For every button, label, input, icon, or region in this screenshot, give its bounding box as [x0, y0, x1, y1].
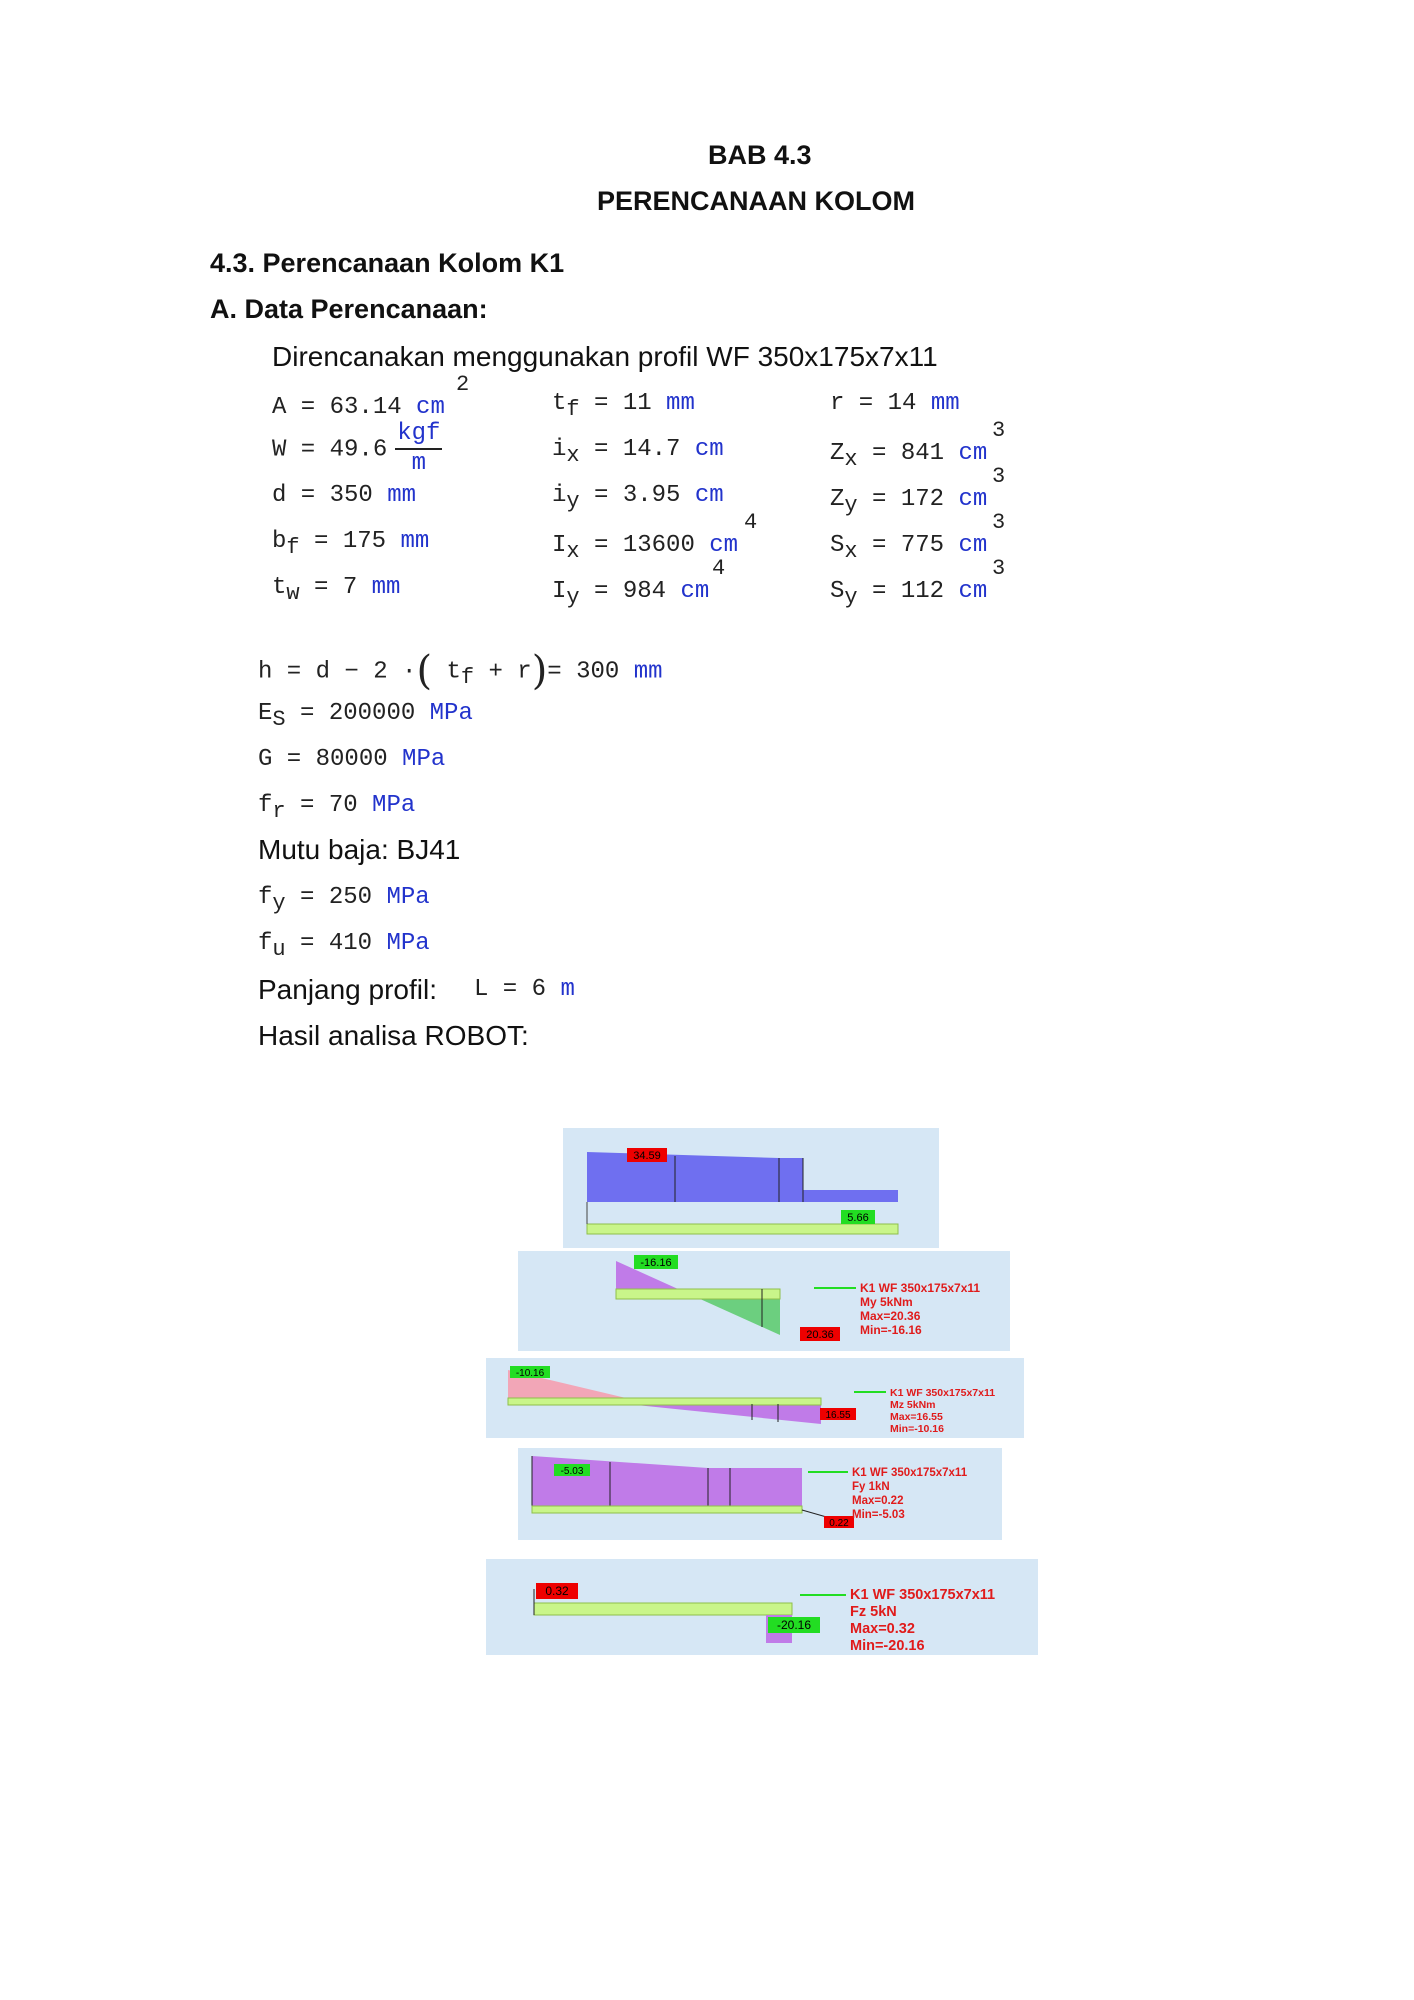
start-label: -16.16 [640, 1257, 672, 1269]
legend-quantity: Mz 5kNm [890, 1399, 936, 1411]
prop-Ix: $I_x = 13600$ cm 4 [552, 510, 758, 564]
beam [534, 1603, 792, 1615]
legend-profile: K1 WF 350x175x7x11 [850, 1587, 996, 1603]
section-heading: 4.3. Perencanaan Kolom K1 [210, 248, 565, 278]
max-label: 34.59 [633, 1150, 661, 1162]
legend-profile: K1 WF 350x175x7x11 [890, 1387, 996, 1399]
legend-min: Min=-10.16 [890, 1423, 944, 1435]
diagram-axial [563, 1128, 939, 1248]
beam [508, 1398, 821, 1405]
prop-W: W = 49.6 $\frac{\text{kgf}}{m}$ [272, 420, 441, 477]
prop-r: r = 14 mm [830, 390, 960, 417]
prop-Zy: $Z_y = 172$ cm 3 [830, 464, 1006, 518]
value-fu: $f_u = 410$ MPa [258, 930, 430, 962]
prop-d: d = 350 mm [272, 482, 417, 509]
legend-quantity: Fy 1kN [852, 1481, 890, 1493]
end-label: 20.36 [806, 1329, 834, 1341]
prop-iy: $i_y = 3.95$ cm [552, 482, 724, 514]
min-label: 5.66 [847, 1212, 869, 1224]
end-label: 0.22 [829, 1518, 849, 1529]
beam [616, 1289, 780, 1299]
start-label: 0.32 [545, 1584, 569, 1598]
intro-text: Direncanakan menggunakan profil WF 350x175x7x11 [272, 341, 938, 372]
value-fr: $f_r = 70$ MPa [258, 792, 416, 824]
end-label: 16.55 [825, 1410, 851, 1421]
value-L: L = 6 m [474, 976, 575, 1003]
legend-profile: K1 WF 350x175x7x11 [852, 1467, 968, 1479]
prop-A: A = 63.14 cm 2 [272, 372, 470, 421]
prop-Iy: $I_y = 984$ cm 4 [552, 556, 726, 610]
formula-h: h = d − 2 ·( $t_f + r)= 300$ mm [258, 648, 663, 694]
legend-max: Max=0.22 [852, 1495, 904, 1507]
beam [532, 1506, 802, 1513]
prop-Zx: $Z_x = 841$ cm 3 [830, 418, 1006, 472]
steel-grade: Mutu baja: BJ41 [258, 834, 461, 865]
chapter-number: BAB 4.3 [708, 140, 812, 170]
legend-quantity: Fz 5kN [850, 1604, 897, 1620]
legend-min: Min=-5.03 [852, 1509, 905, 1521]
beam [587, 1224, 898, 1234]
robot-result-label: Hasil analisa ROBOT: [258, 1020, 529, 1051]
legend-max: Max=20.36 [860, 1309, 921, 1323]
prop-tw: $t_w = 7$ mm [272, 574, 401, 606]
prop-Sx: $S_x = 775$ cm 3 [830, 510, 1006, 564]
diagram-my [518, 1251, 1010, 1351]
value-fy: $f_y = 250$ MPa [258, 884, 430, 916]
subsection-heading: A. Data Perencanaan: [210, 294, 488, 324]
legend-min: Min=-20.16 [850, 1638, 925, 1654]
diagram-fy [518, 1448, 1002, 1540]
prop-bf: $b_f = 175$ mm [272, 528, 430, 560]
legend-max: Max=16.55 [890, 1411, 943, 1423]
legend-min: Min=-16.16 [860, 1323, 922, 1337]
value-Es: $E_S = 200000$ MPa [258, 700, 473, 732]
legend-max: Max=0.32 [850, 1621, 915, 1637]
chapter-title: PERENCANAAN KOLOM [597, 186, 916, 216]
diagram-fz [486, 1559, 1038, 1655]
diagram-mz [486, 1358, 1024, 1438]
legend-profile: K1 WF 350x175x7x11 [860, 1281, 981, 1295]
start-label: -5.03 [560, 1466, 584, 1477]
prop-ix: $i_x = 14.7$ cm [552, 436, 724, 468]
end-label: -20.16 [776, 1618, 812, 1632]
prop-Sy: $S_y = 112$ cm 3 [830, 556, 1006, 610]
value-G: G = 80000 MPa [258, 746, 446, 773]
length-label: Panjang profil: [258, 974, 438, 1005]
start-label: -10.16 [515, 1368, 545, 1379]
legend-quantity: My 5kNm [860, 1295, 913, 1309]
prop-tf: $t_f = 11$ mm [552, 390, 695, 422]
